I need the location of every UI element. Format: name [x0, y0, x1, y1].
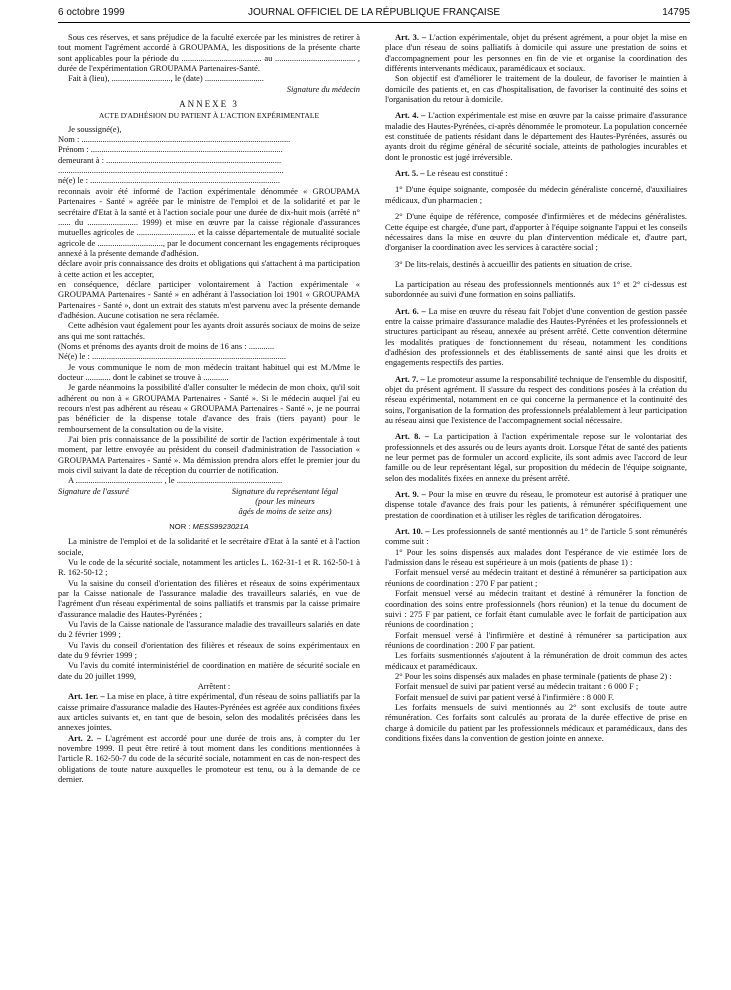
- vu-avis-comite: Vu l'avis du comité interministériel de coordination en matière de sécurité sociale en date du 20 juillet 1999,: [58, 660, 360, 681]
- article-2-text: L'agrément est accordé pour une durée de trois ans, à compter du 1er novembre 1999. Il peut être retiré à tout moment dans les conditions mentionnées à l'article R. 162-50-7 du code de la sécurité sociale, notamment en cas de non-respect des obligations de toute nature auxquelles le promoteur est tenu, ou à la demande de ce dernier.: [58, 732, 360, 785]
- adhesion-paragraph: Cette adhésion vaut également pour les ayants droit assurés sociaux de moins de seize ans qui me sont rattachés.: [58, 320, 360, 341]
- journal-title: JOURNAL OFFICIEL DE LA RÉPUBLIQUE FRANÇAISE: [247, 7, 501, 18]
- garde-paragraph: Je garde néanmoins la possibilité d'aller consulter le médecin de mon choix, qu'il soit adhérent ou non à « GROUPAMA Partenaires - Santé ». Si le médecin auquel j'ai eu recours n'est pas adhérent au réseau « GROUPAMA Partenaires - Santé », je ne pourrai pas bénéficier de la dispense totale d'avance des frais (tiers payant) pour le remboursement de la consultation ou de la visite.: [58, 382, 360, 434]
- birthdate-field: né(e) le : ..........................................................................................: [58, 175, 280, 186]
- article-5-item-3: 3° De lits-relais, destinés à accueillir des patients en situation de crise.: [395, 258, 632, 269]
- article-6-label: Art. 6. –: [395, 305, 426, 316]
- article-3-text: L'action expérimentale, objet du présent agrément, a pour objet la mise en place d'un réseau de soins palliatifs à domicile qui assure une prestation de soins et d'accompagnement pour les personnes en fin de vie et organise la coordination des différents intervenants médicaux, paramédicaux et sociaux.: [385, 32, 687, 74]
- vu-code-secu: Vu le code de la sécurité sociale, notamment les articles L. 162-31-1 et R. 162-50-1 à R. 162-50-12 ;: [58, 556, 360, 578]
- signature-block: [58, 486, 360, 517]
- left-column: [58, 32, 360, 784]
- medecin-traitant-paragraph: Je vous communique le nom de mon médecin traitant habituel qui est M./Mme le docteur ............ dont le cabinet se trouve à ............: [58, 361, 360, 382]
- article-10-label: Art. 10. –: [395, 526, 430, 537]
- soussigne-line: Je soussigné(e),: [68, 123, 122, 134]
- vu-avis-cnam: Vu l'avis de la Caisse nationale de l'assurance maladie des travailleurs salariés en date du 2 février 1999 ;: [58, 618, 360, 640]
- header-rule: [58, 22, 690, 23]
- ministre-paragraph: La ministre de l'emploi et de la solidarité et le secrétaire d'Etat à la santé et à l'action sociale,: [58, 536, 360, 557]
- page-number: 14795: [662, 7, 690, 18]
- consequence-paragraph: en conséquence, déclare participer volontairement à l'action expérimentale « GROUPAMA Partenaires - Santé » en adhérant à l'association loi 1901 « GROUPAMA Partenaires - Santé », dont un extrait des statuts m'est parvenu avec la présente demande d'adhésion. Aucune cotisation ne sera réclamée.: [58, 278, 360, 320]
- signature-representant: [210, 486, 360, 517]
- lieu-date-line: A ......................................... , le ..................................................: [68, 475, 283, 486]
- article-10-phase-2: 2° Pour les soins dispensés aux malades en phase terminale (patients de phase 2) :: [395, 670, 672, 681]
- annex-subtitle: ACTE D'ADHÉSION DU PATIENT À L'ACTION EXPÉRIMENTALE: [98, 111, 320, 121]
- article-10-text: Les professionnels de santé mentionnés au 1° de l'article 5 sont rémunérés comme suit :: [385, 526, 688, 547]
- article-6-text: La mise en œuvre du réseau fait l'objet d'une convention de gestion passée entre la caisse primaire d'assurance maladie des Hautes-Pyrénées et les professionnels et structures participant au réseau, annexée au présent arrêté. Cette convention détermine les modalités pratiques de fonctionnement du réseau, notamment les conditions d'adhésion des professionnels et des établissements de santé ainsi que les droits et engagements respectifs des parties.: [385, 305, 687, 368]
- article-4-text: L'action expérimentale est mise en œuvre par la caisse primaire d'assurance maladie des Hautes-Pyrénées, ci-après dénommée le promoteur. La population concernée est constituée de patients résidant dans le département des Hautes-Pyrénées, assurés ou ayants droit du régime général de sécurité sociale, atteints de pathologies incurables et dont le pronostic est jugé irréversible.: [385, 110, 688, 162]
- nor-label: NOR :: [169, 521, 191, 531]
- article-6: [385, 306, 687, 368]
- sortie-paragraph: J'ai bien pris connaissance de la possibilité de sortir de l'action expérimentale à tout moment, par lettre envoyée au président du conseil d'administration de l'association « GROUPAMA Partenaires - Santé ». Ma démission prendra alors effet le premier jour du mois civil suivant la date de réception du courrier de notification.: [58, 434, 360, 476]
- article-4: [385, 110, 687, 162]
- article-10-exclusivite: Les forfaits mensuels de suivi mentionnés au 2° sont exclusifs de toute autre rémunération. Ces forfaits sont calculés au prorata de la durée effective de prise en charge à domicile du patient par les professionnels médicaux et paramédicaux, dans des conditions fixées dans la convention de gestion jointe en annexe.: [385, 701, 687, 743]
- article-8: [385, 431, 687, 483]
- vu-saisine: Vu la saisine du conseil d'orientation des filières et réseaux de soins expérimentaux par la Caisse nationale de l'assurance maladie des travailleurs salariés, en vue de l'agrément d'un réseau expérimental de soins palliatifs et transmis par la caisse primaire d'assurance maladie des Hautes-Pyrénées ;: [58, 577, 360, 619]
- article-4-label: Art. 4. –: [395, 110, 426, 121]
- article-3-label: Art. 3. –: [395, 32, 427, 42]
- article-2: [58, 733, 360, 785]
- signature-representant-line2: (pour les mineurs: [255, 496, 315, 507]
- article-7-text: Le promoteur assume la responsabilité technique de l'ensemble du dispositif, objet du présent agrément. Il s'assure du respect des conditions posées à la création du réseau expérimental, notamment en ce qui concerne la permanence et la continuité des soins, l'organisation de la formation des professionnels préalablement à leur participation au réseau ainsi que l'existence de l'accompagnement social nécessaire.: [385, 373, 687, 425]
- ayant-birthdate-field: Né(e) le : ............................................................................................: [58, 351, 287, 362]
- article-5-item-2: 2° D'une équipe de référence, composée d'infirmières et de médecins généralistes. Cette équipe est chargée, d'une part, d'apporter à l'équipe soignante l'appui et les conseils nécessaires dans la mise en œuvre du plan d'intervention médicale et, d'autre part, d'organiser la coordination avec les services à caractère social ;: [385, 211, 687, 253]
- article-1-label: Art. 1er. –: [68, 691, 105, 702]
- article-5: [385, 168, 687, 178]
- article-8-text: La participation à l'action expérimentale repose sur le volontariat des professionnels et des assurés ou de leurs ayants droit. Lorsque l'état de santé des patients ne leur permet pas de formuler un accord explicite, ils sont admis avec l'accord de leur famille ou de leur représentant légal, sur proposition du médecin de l'équipe soignante, selon des modalités fixées en annexe du présent arrêté.: [385, 431, 687, 483]
- demeurant-field: demeurant à : ...................................................................................: [58, 154, 282, 165]
- page-header: [58, 7, 690, 23]
- article-10-forfait-infirmiere: Forfait mensuel versé à l'infirmière et destiné à rémunérer sa participation aux réunions de coordination : 200 F par patient.: [385, 629, 687, 650]
- article-7: [385, 374, 687, 426]
- article-1-text: La mise en place, à titre expérimental, d'un réseau de soins palliatifs par la caisse primaire d'assurance maladie des Hautes-Pyrénées est agréée aux conditions fixées aux articles suivants et, en tant que de besoin, selon des modalités précisées dans les annexes jointes.: [58, 691, 360, 733]
- article-8-label: Art. 8. –: [395, 431, 430, 442]
- signature-representant-line3: âgés de moins de seize ans): [238, 506, 332, 517]
- signature-representant-line1: Signature du représentant légal: [231, 485, 339, 496]
- right-column: [385, 32, 687, 743]
- article-10-forfait-suivi-infirmiere: Forfait mensuel de suivi par patient versé à l'infirmière : 8 000 F.: [395, 691, 614, 702]
- nom-field: Nom : ...................................................................................................: [58, 134, 291, 145]
- article-9: [385, 489, 687, 520]
- annex-title: ANNEXE 3: [179, 99, 239, 110]
- prenom-field: Prénom : ...........................................................................................: [58, 144, 283, 155]
- article-10-forfait-coordination: Forfait mensuel versé au médecin traitant et destiné à rémunérer la fonction de coordination des soins entre professionnels (hors réunion) et la tenue du document de suivi : 275 F par patient, ce forfait étant cumulable avec le forfait de participation aux réunions de coordination ;: [385, 588, 687, 630]
- spacer: [385, 269, 687, 279]
- article-1: [58, 691, 360, 732]
- article-3-objectif: Son objectif est d'améliorer le traitement de la douleur, de favoriser le maintien à domicile des patients et, en cas d'hospitalisation, de favoriser la continuité des soins et l'organisation du retour à domicile.: [385, 73, 687, 105]
- article-10-phase-1: 1° Pour les soins dispensés aux malades dont l'espérance de vie estimée lors de l'admission dans le réseau est supérieure à un mois (patients de phase 1) :: [385, 546, 687, 568]
- article-9-label: Art. 9. –: [395, 489, 426, 500]
- signature-medecin: Signature du médecin: [286, 83, 360, 94]
- signature-assure: Signature de l'assuré: [58, 485, 129, 496]
- article-10: [385, 526, 687, 547]
- article-5-formation: La participation au réseau des professionnels mentionnés aux 1° et 2° ci-dessus est subordonnée au suivi d'une formation en soins palliatifs.: [385, 278, 687, 300]
- article-5-label: Art. 5. –: [395, 168, 425, 179]
- arretent-heading: Arrêtent :: [197, 680, 231, 691]
- article-5-text: Le réseau est constitué :: [426, 168, 508, 179]
- article-2-label: Art. 2. –: [68, 732, 102, 743]
- article-10-cumul: Les forfaits susmentionnés s'ajoutent à la rémunération de droit commun des actes médicaux et paramédicaux.: [385, 650, 687, 671]
- article-3: [385, 32, 687, 73]
- article-9-text: Pour la mise en œuvre du réseau, le promoteur est autorisé à pratiquer une dispense totale d'avance des frais pour les patients, à rémunérer spécifiquement une prestation de coordination et à utiliser les règles de tarification dérogatoires.: [385, 489, 688, 520]
- article-5-item-1: 1° D'une équipe soignante, composée du médecin généraliste concerné, d'auxiliaires médicaux, d'un pharmacien ;: [385, 184, 687, 205]
- intro-paragraph: Sous ces réserves, et sans préjudice de la faculté exercée par les ministres de retirer à tout moment l'agrément accordé à GROUPAMA, les dispositions de la présente charte sont applicables pour la période du ...................................... au ...................................... , durée de l'expérimentation GROUPAMA Partenaires-Santé.: [58, 32, 360, 74]
- fait-line: Fait à (lieu), ............................, le (date) ............................: [68, 73, 264, 84]
- article-10-forfait-reunion-medecin: Forfait mensuel versé au médecin traitant et destiné à rémunérer sa participation aux réunions de coordination : 270 F par patient ;: [385, 567, 687, 588]
- ayants-droit-field: (Noms et prénoms des ayants droit de moins de 16 ans : ............: [58, 340, 275, 351]
- article-7-label: Art. 7. –: [395, 373, 425, 384]
- issue-date: 6 octobre 1999: [58, 7, 125, 18]
- nor-code: MESS9923021A: [192, 521, 249, 531]
- declare-paragraph: déclare avoir pris connaissance des droits et obligations qui s'attachent à ma participation à cette action et les accepter,: [58, 258, 360, 279]
- address-blank-line: ...........................................................................................................: [58, 165, 284, 176]
- vu-avis-conseil: Vu l'avis du conseil d'orientation des filières et réseaux de soins expérimentaux en date du 9 février 1999 ;: [58, 639, 360, 660]
- reconnais-paragraph: reconnais avoir été informé de l'action expérimentale dénommée « GROUPAMA Partenaires - Santé » agréée par le ministre de l'emploi et de la solidarité et par le secrétaire d'Etat à la santé et à l'action sociale pour une durée de dix-huit mois (arrêté n° ...... du ........................ 1999) et mise en œuvre par la caisse régionale d'assurances mutuelles agricoles de ............................ et la caisse départementale de mutualité sociale agricole de ..............................., par le document concernant les engagements réciproques annexé à la présente demande d'adhésion.: [58, 185, 360, 258]
- nor-reference: [58, 522, 360, 532]
- article-10-forfait-suivi-medecin: Forfait mensuel de suivi par patient versé au médecin traitant : 6 000 F ;: [395, 681, 639, 692]
